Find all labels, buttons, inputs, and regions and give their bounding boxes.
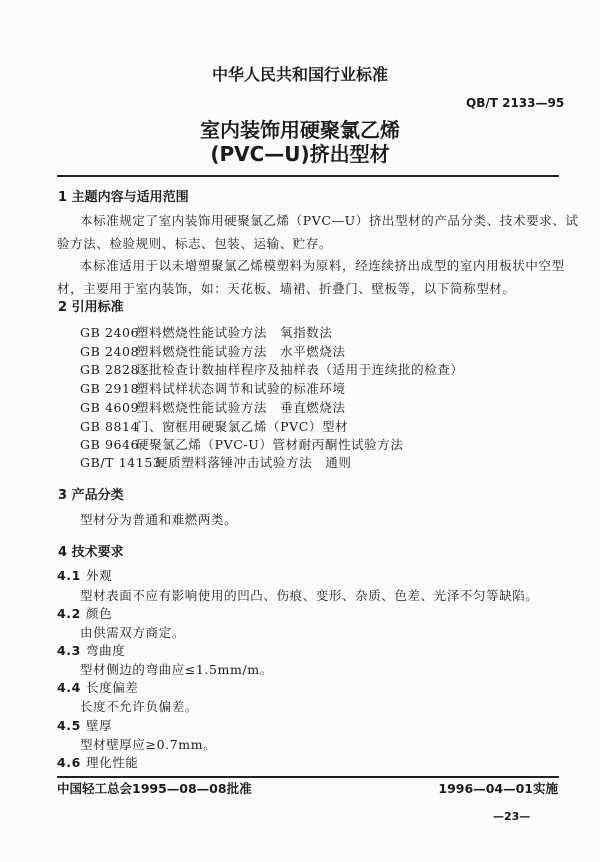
clause-title: 长度偏差: [86, 680, 139, 695]
footer-divider: [57, 776, 559, 778]
clause-title: 理化性能: [86, 755, 139, 770]
reference-code: GB 4609: [80, 400, 140, 415]
reference-code: GB 8814: [80, 419, 140, 434]
section-2-heading: 2 引用标准: [58, 300, 124, 315]
standard-code: QB/T 2133—95: [466, 96, 565, 110]
reference-code: GB 2408: [80, 344, 140, 359]
reference-title: 塑料试样状态调节和试验的标准环境: [136, 381, 346, 396]
approval-date: 中国轻工总会1995—08—08批准: [57, 781, 252, 796]
clause-text: 长度不允许负偏差。: [80, 699, 198, 714]
reference-code: GB/T 14153: [80, 455, 162, 470]
reference-title: 门、窗框用硬聚氯乙烯（PVC）型材: [136, 419, 349, 434]
clause-title: 壁厚: [86, 718, 113, 733]
paragraph-line: 材，主要用于室内装饰，如：天花板、墙裙、折叠门、壁板等，以下简称型材。: [57, 281, 516, 296]
clause-text: 型材表面不应有影响使用的凹凸、伤痕、变形、杂质、色差、光泽不匀等缺陷。: [80, 588, 539, 603]
document-title-line1: 室内装饰用硬聚氯乙烯: [200, 118, 400, 142]
standard-type-heading: 中华人民共和国行业标准: [211, 65, 388, 84]
reference-title: 塑料燃烧性能试验方法 水平燃烧法: [136, 344, 346, 359]
paragraph-line: 本标准规定了室内装饰用硬聚氯乙烯（PVC—U）挤出型材的产品分类、技术要求、试: [80, 213, 579, 228]
paragraph-line: 验方法、检验规则、标志、包装、运输、贮存。: [57, 236, 333, 251]
effective-date: 1996—04—01实施: [438, 781, 558, 796]
header-divider: [57, 175, 559, 177]
paragraph-line: 本标准适用于以未增塑聚氯乙烯模塑料为原料，经连续挤出成型的室内用板状中空型: [80, 258, 565, 273]
clause-title: 弯曲度: [86, 643, 126, 658]
clause-text: 型材侧边的弯曲应≤1.5mm/m。: [80, 662, 273, 677]
reference-code: GB 2918: [80, 381, 140, 396]
section-1-heading: 1 主题内容与适用范围: [58, 190, 189, 205]
section-4-heading: 4 技术要求: [58, 545, 124, 560]
clause-text: 型材壁厚应≥0.7mm。: [80, 737, 217, 752]
paragraph-line: 型材分为普通和难燃两类。: [80, 512, 238, 527]
reference-code: GB 2828: [80, 362, 140, 377]
reference-code: GB 2406: [80, 325, 140, 340]
document-title-line2: (PVC—U)挤出型材: [210, 142, 390, 166]
reference-title: 塑料燃烧性能试验方法 氧指数法: [136, 325, 333, 340]
section-3-heading: 3 产品分类: [58, 488, 124, 503]
clause-number: 4.1: [57, 568, 81, 583]
reference-title: 塑料燃烧性能试验方法 垂直燃烧法: [136, 400, 346, 415]
clause-title: 颜色: [86, 606, 113, 621]
reference-title: 硬质塑料落锤冲击试验方法 通则: [155, 455, 352, 470]
reference-code: GB 9646: [80, 437, 140, 452]
clause-number: 4.2: [57, 606, 81, 621]
clause-number: 4.5: [57, 718, 81, 733]
reference-title: 逐批检查计数抽样程序及抽样表（适用于连续批的检查）: [136, 362, 464, 377]
reference-title: 硬聚氯乙烯（PVC-U）管材耐丙酮性试验方法: [136, 437, 404, 452]
clause-number: 4.3: [57, 643, 81, 658]
clause-number: 4.4: [57, 680, 81, 695]
page-number: —23—: [493, 810, 531, 823]
clause-text: 由供需双方商定。: [80, 625, 185, 640]
clause-number: 4.6: [57, 755, 81, 770]
clause-title: 外观: [86, 568, 113, 583]
